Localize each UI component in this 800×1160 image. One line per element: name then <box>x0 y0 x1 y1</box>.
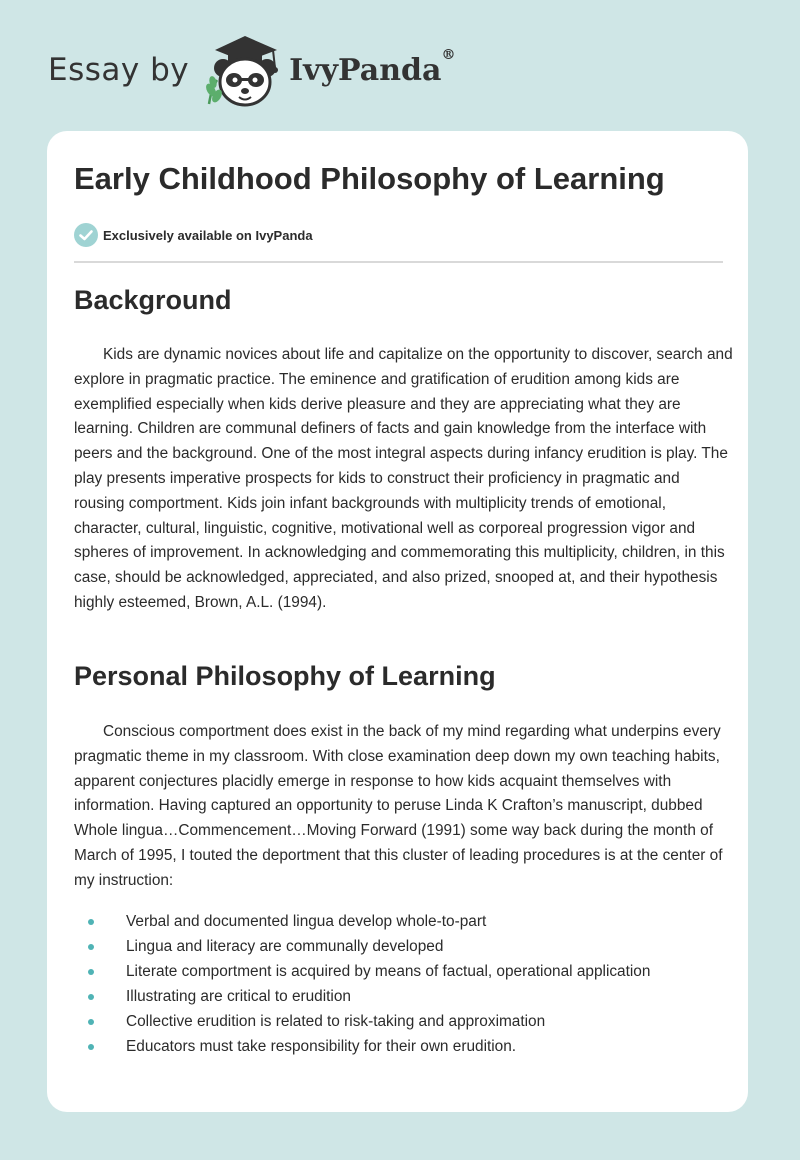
article-card <box>47 131 748 1112</box>
brand-registered-mark: ® <box>441 46 456 63</box>
exclusive-label: Exclusively available on IvyPanda <box>103 227 313 243</box>
divider <box>74 261 723 263</box>
list-item <box>74 1009 650 1034</box>
list-item-text: Illustrating are critical to erudition <box>126 988 351 1005</box>
list-item-text: Literate comportment is acquired by means of factual, operational application <box>126 963 651 980</box>
list-item-text: Educators must take responsibility for their own erudition. <box>126 1038 517 1055</box>
page-title: Early Childhood Philosophy of Learning <box>74 161 665 196</box>
bullet-dot <box>88 944 94 950</box>
list-item <box>74 1034 650 1059</box>
section-heading-personal-philosophy: Personal Philosophy of Learning <box>74 661 496 691</box>
list-item-text: Verbal and documented lingua develop whole-to-part <box>126 913 487 930</box>
list-item-text: Collective erudition is related to risk-taking and approximation <box>126 1013 546 1030</box>
bullet-dot <box>88 994 94 1000</box>
list-item <box>74 959 650 984</box>
list-item <box>74 909 650 934</box>
bullet-dot <box>88 969 94 975</box>
philosophy-paragraph: Conscious comportment does exist in the back of my mind regarding what underpins every pragmatic theme in my classroom. With close examination deep down my own teaching habits, apparent conjectures placidly emerge in response to how kids acquaint themselves with information. Having captured an opportunity to peruse Linda K Crafton’s manuscript, dubbed Whole lingua…Commencement…Moving Forward (1991) some way back during the month of March of 1995, I touted the deportment that this cluster of leading procedures is at the center of my instruction: <box>74 723 723 889</box>
list-item <box>74 984 650 1009</box>
panda-graduation-cap-icon[interactable] <box>199 30 295 110</box>
brand-prefix: Essay by <box>48 52 190 88</box>
bullet-dot <box>88 1044 94 1050</box>
list-item-text: Lingua and literacy are communally developed <box>126 938 444 955</box>
bullet-dot <box>88 919 94 925</box>
principles-list <box>74 909 650 1059</box>
check-circle-icon <box>73 222 99 248</box>
background-paragraph: Kids are dynamic novices about life and capitalize on the opportunity to discover, search and explore in pragmatic practice. The eminence and gratification of erudition among kids are exemplified especially when kids derive pleasure and they are appreciating what they are learning. Children are communal definers of facts and gain knowledge from the interface with peers and the background. One of the most integral aspects during infancy erudition is play. The play presents imperative prospects for kids to construct their proficiency in pragmatic and rousing comportment. Kids join infant backgrounds with multiplicity trends of emotional, character, cultural, linguistic, cognitive, motivational well as corporeal progression vigor and spheres of improvement. In acknowledging and commemorating this multiplicity, children, in this case, should be acknowledged, appreciated, and also prized, snooped at, and their hypothesis highly esteemed, Brown, A.L. (1994). <box>74 346 733 611</box>
bullet-dot <box>88 1019 94 1025</box>
brand-name <box>289 46 456 88</box>
list-item <box>74 934 650 959</box>
brand-header <box>48 30 455 110</box>
exclusive-badge <box>73 222 313 248</box>
section-heading-background: Background <box>74 285 232 315</box>
brand-name-text: IvyPanda <box>289 52 442 88</box>
